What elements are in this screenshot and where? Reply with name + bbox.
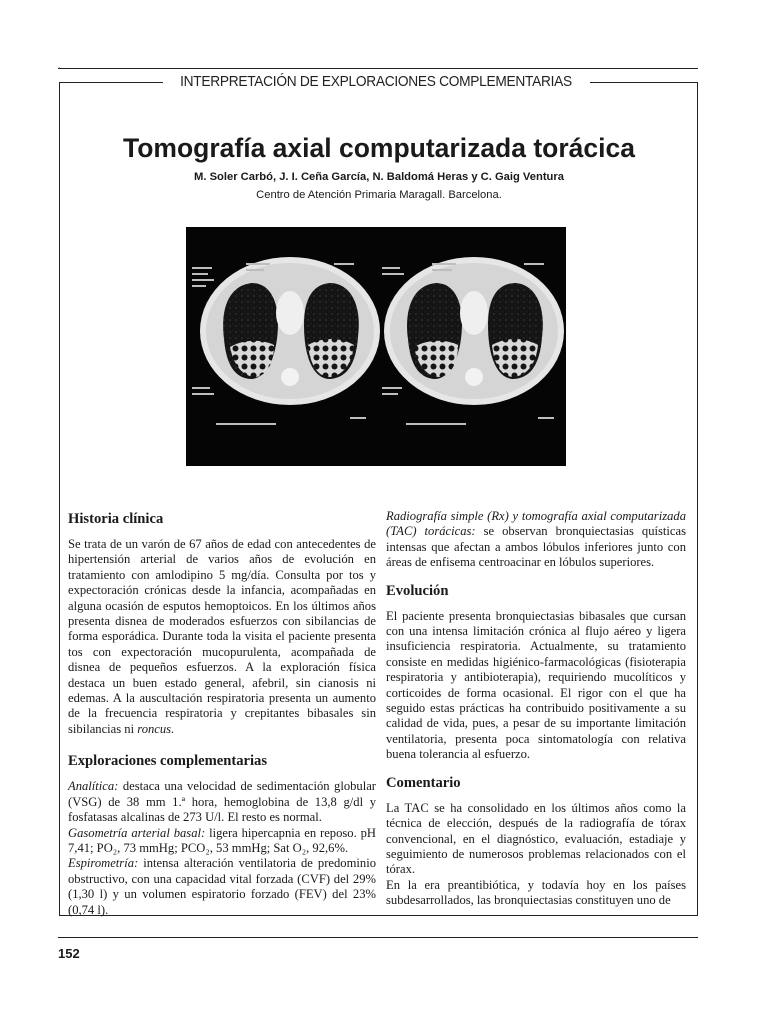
comentario-paragraph-1: La TAC se ha consolidado en los últimos años como la técnica de elección, después de la radiografía de tórax convencional, en el diagnóstico, evaluación, estadiaje y seguimiento de numerosos problemas relacionados con el tórax. xyxy=(386,800,686,877)
radiografia-text: se observan bronquiectasias quísticas intensas que afectan a ambos lóbulos inferiores junto con áreas de enfisema centroacinar en lóbulos superiores. xyxy=(386,524,686,570)
analitica-paragraph xyxy=(68,779,376,825)
section-header: INTERPRETACIÓN DE EXPLORACIONES COMPLEMENTARIAS xyxy=(180,74,572,90)
espirometria-label: Espirometría: xyxy=(68,856,139,871)
frame-top-right-rule xyxy=(590,82,698,83)
historia-text: Se trata de un varón de 67 años de edad con antecedentes de hipertensión arterial de varios años de evolución en tratamiento con amlodipino 5 mg/día. Consulta por tos y expectoración crónicas desde la infancia, acompañadas en alguna ocasión de esputos hemoptoicos. En los últimos años presenta disnea de moderados esfuerzos con sibilancias de forma esporádica. Durante toda la visita el paciente presenta tos con expectoración mucopurulenta, acompañada de disnea de pequeños esfuerzos. A la exploración física destaca un buen estado general, afebril, sin cianosis ni edemas. A la auscultación respiratoria presenta un aumento de la frecuencia respiratoria y crepitantes bibasales sin sibilancias ni xyxy=(68,537,376,736)
gasometria-paragraph xyxy=(68,826,376,857)
ct-slice-left xyxy=(200,257,380,405)
radiografia-label: Radiografía simple (Rx) y tomografía axial computarizada (TAC) torácicas: xyxy=(386,509,686,539)
historia-italic: roncus. xyxy=(137,721,175,736)
radiografia-paragraph xyxy=(386,509,686,571)
espirometria-text: intensa alteración ventilatoria de predominio obstructivo, con una capacidad vital forzada (CVF) del 29% (1,30 l) y un volumen espiratorio forzado (FEV) del 23% (0,74 l). xyxy=(68,856,376,917)
espirometria-paragraph xyxy=(68,856,376,918)
page-number: 152 xyxy=(58,946,80,961)
analitica-label: Analítica: xyxy=(68,779,119,794)
gasometria-label: Gasometría arterial basal: xyxy=(68,825,206,840)
gasometria-text: ligera hipercapnia en reposo. pH 7,41; PO₂, 73 mmHg; PCO₂, 53 mmHg; Sat O₂, 92,6%. xyxy=(68,825,377,855)
evolucion-heading: Evolución xyxy=(386,582,449,599)
article-title: Tomografía axial computarizada torácica xyxy=(122,133,635,163)
evolucion-paragraph: El paciente presenta bronquiectasias bibasales que cursan con una intensa limitación crónica al flujo aéreo y ligera insuficiencia respiratoria. Actualmente, su tratamiento consiste en medidas higiénico-farmacológicas (fisioterapia respiratoria y antibioterapia), requiriendo mucolíticos y corticoides de forma ocasional. El rigor con el que ha seguido estas prácticas ha contribuido positivamente a su calidad de vida, pues, a pesar de su importante limitación ventilatoria, presenta poca sintomatología con relativa buena tolerancia al esfuerzo. xyxy=(386,608,686,762)
exploraciones-heading: Exploraciones complementarias xyxy=(68,753,268,770)
comentario-heading: Comentario xyxy=(386,774,461,791)
ct-scan-figure xyxy=(186,227,566,466)
historia-paragraph xyxy=(68,537,376,737)
left-column xyxy=(68,509,376,918)
frame-top-left-rule xyxy=(59,82,163,83)
top-rule xyxy=(58,68,698,69)
article-affiliation: Centro de Atención Primaria Maragall. Barcelona. xyxy=(256,189,502,201)
historia-heading: Historia clínica xyxy=(68,511,164,527)
comentario-paragraph-2: En la era preantibiótica, y todavía hoy en los países subdesarrollados, las bronquiectasias constituyen uno de xyxy=(386,877,686,908)
article-authors: M. Soler Carbó, J. I. Ceña García, N. Baldomá Heras y C. Gaig Ventura xyxy=(194,171,564,183)
right-column xyxy=(386,509,686,909)
analitica-text: destaca una velocidad de sedimentación globular (VSG) de 38 mm 1.ª hora, hemoglobina de 13,8 g/dl y fosfatasas alcalinas de 273 U/l. El resto es normal. xyxy=(68,779,376,825)
footer-rule xyxy=(58,937,698,938)
ct-slice-right xyxy=(384,257,564,405)
